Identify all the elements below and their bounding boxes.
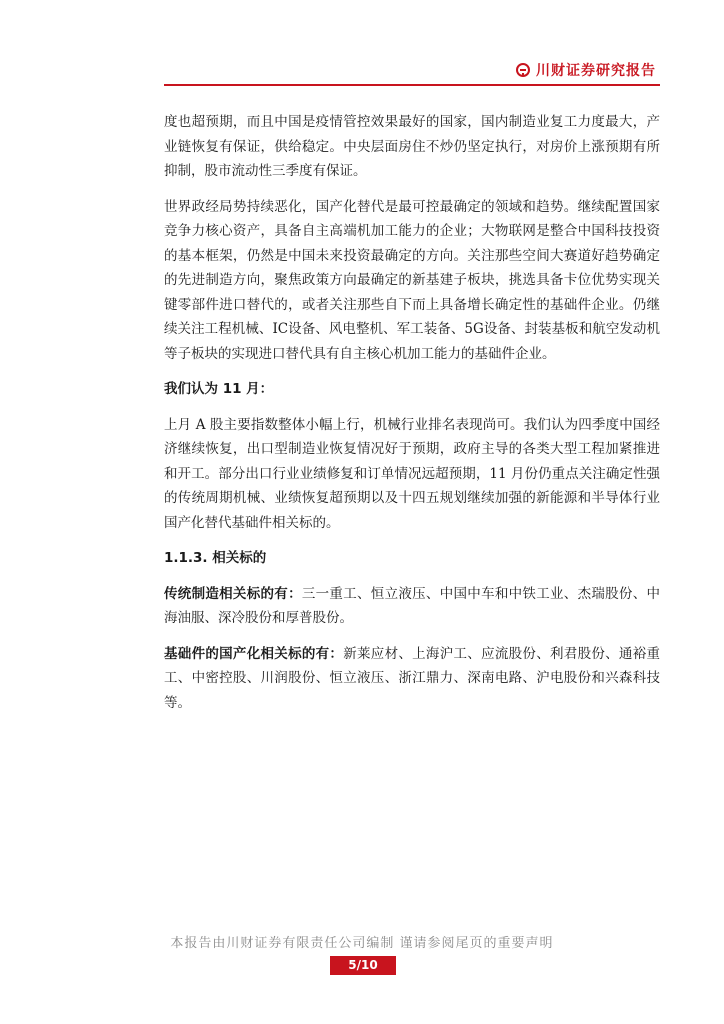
traditional-stocks: 三一重工、恒立液压、中国中车和中铁工业、杰瑞股份、中海油服、深冷股份和厚普股份。 (164, 585, 661, 626)
paragraph-basic-components (164, 642, 660, 716)
paragraph-3: 上月 A 股主要指数整体小幅上行，机械行业排名表现尚可。我们认为四季度中国经济继续恢复，出口型制造业恢复情况好于预期，政府主导的各类大型工程加紧推进和开工。部分出口行业业绩修复和订单情况远超预期，11 月份仍重点关注确定性强的传统周期机械、业绩恢复超预期以及十四五规划继续加强的新能源和半导体行业国产化替代基础件相关标的。 (164, 416, 660, 531)
brand-name: 川财证券研究报告 (536, 63, 656, 79)
section-heading-november: 我们认为 11 月： (164, 381, 274, 397)
traditional-label: 传统制造相关标的有： (164, 585, 302, 602)
basic-components-label: 基础件的国产化相关标的有： (164, 645, 344, 662)
basic-components-stocks: 新莱应材、上海沪工、应流股份、利君股份、通裕重工、中密控股、川润股份、恒立液压、浙江鼎力、深南电路、沪电股份和兴森科技等。 (164, 645, 661, 711)
section-heading-related-stocks: 1.1.3. 相关标的 (164, 550, 267, 566)
paragraph-2: 世界政经局势持续恶化，国产化替代是最可控最确定的领域和趋势。继续配置国家竞争力核心资产，具备自主高端机加工能力的企业；大物联网是整合中国科技投资的基本框架，仍然是中国未来投资最确定的方向。关注那些空间大赛道好趋势确定的先进制造方向，聚焦政策方向最确定的新基建子板块，挑选具备卡位优势实现关键零部件进口替代的，或者关注那些自下而上具备增长确定性的基础件企业。仍继续关注工程机械、IC设备、风电整机、军工装备、5G设备、封装基板和航空发动机等子板块的实现进口替代具有自主核心机加工能力的基础件企业。 (164, 198, 660, 362)
report-header (164, 58, 660, 86)
paragraph-1: 度也超预期，而且中国是疫情管控效果最好的国家，国内制造业复工力度最大，产业链恢复有保证，供给稳定。中央层面房住不炒仍坚定执行，对房价上涨预期有所抑制，股市流动性三季度有保证。 (164, 114, 660, 179)
footer-disclaimer: 本报告由川财证券有限责任公司编制 谨请参阅尾页的重要声明 (170, 936, 554, 951)
brand-logo-icon (516, 63, 530, 77)
paragraph-traditional-manufacturing (164, 582, 660, 631)
brand (516, 60, 656, 80)
page-number: 5/10 (330, 956, 396, 975)
report-body (164, 110, 660, 726)
